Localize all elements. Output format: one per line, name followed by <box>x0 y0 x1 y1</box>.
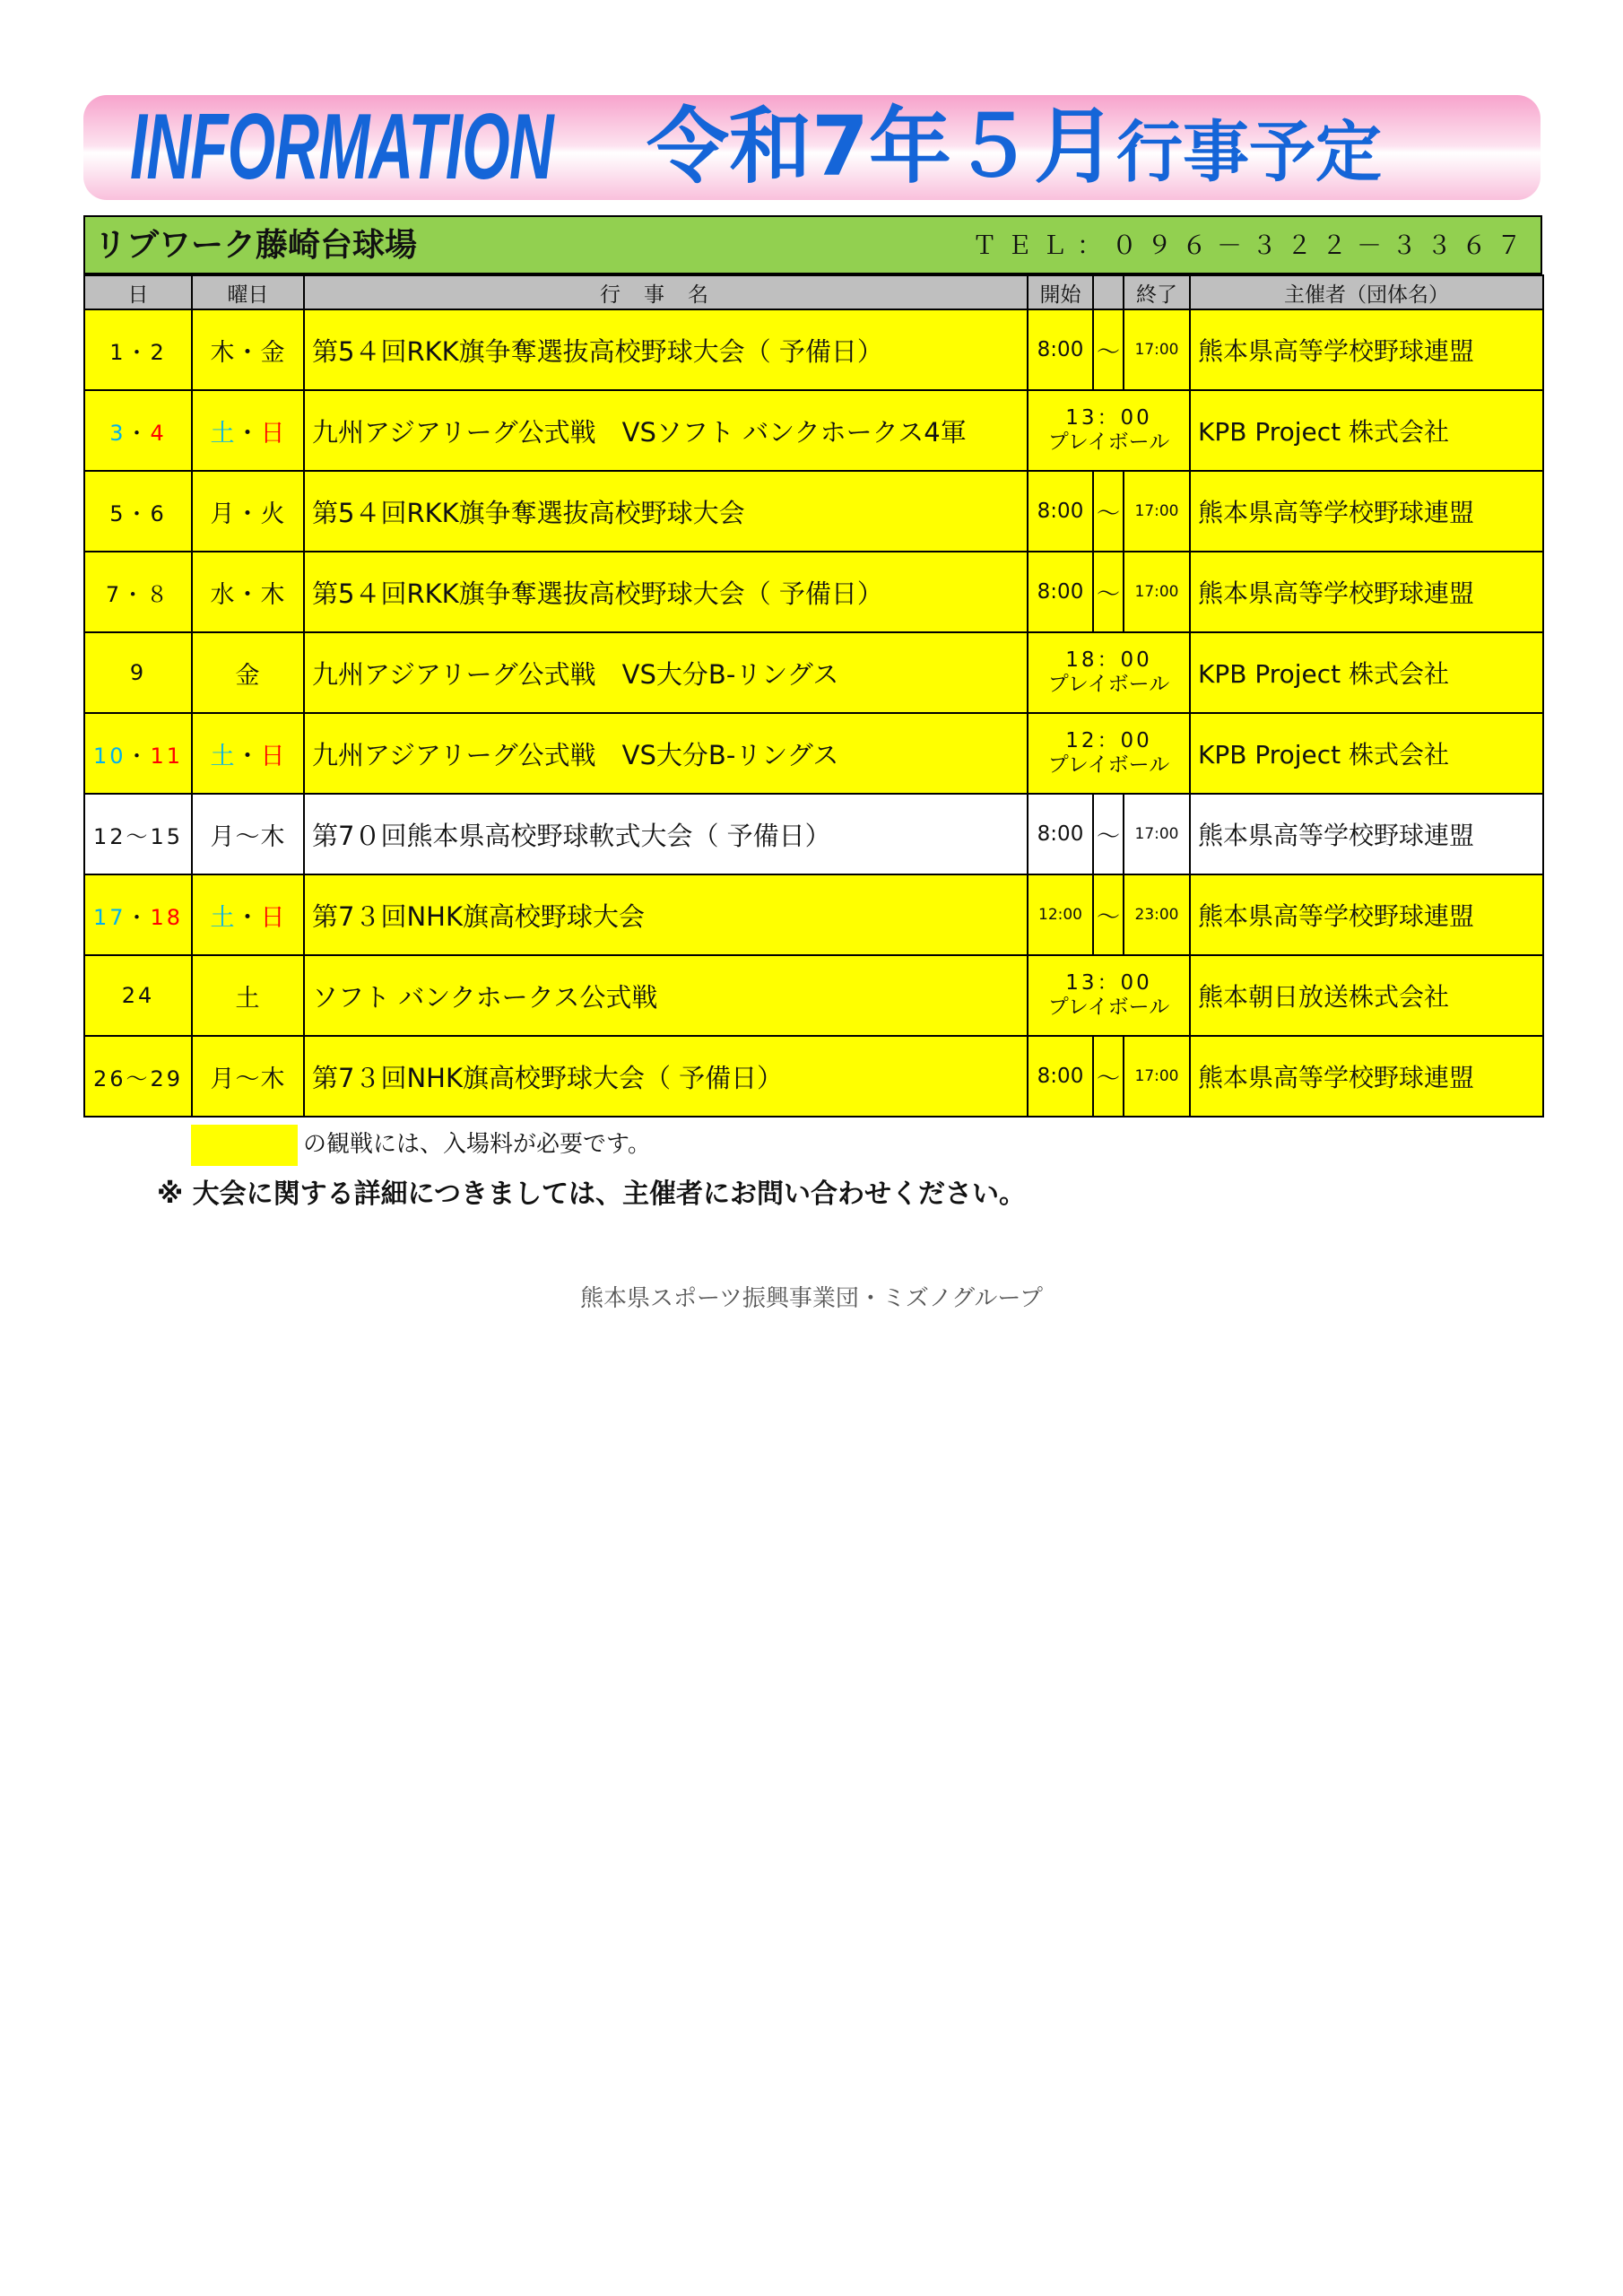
footer-credit: 熊本県スポーツ振興事業団・ミズノグループ <box>579 1285 1044 1312</box>
row-date-start: 24 <box>121 983 155 1008</box>
row-dow <box>192 390 304 471</box>
row-date-end: 4 <box>150 420 167 446</box>
row-organizer: 熊本県高等学校野球連盟 <box>1190 1036 1543 1117</box>
table-row <box>84 1036 1543 1117</box>
row-playball-time: 13：00 <box>1065 971 1152 995</box>
row-dow-sep: ・ <box>235 742 261 770</box>
row-date-start: 5 <box>109 500 126 526</box>
row-end-time: 17:00 <box>1124 471 1190 552</box>
row-organizer: 熊本朝日放送株式会社 <box>1190 955 1543 1036</box>
row-dow <box>192 874 304 955</box>
row-playball-label: プレイボール <box>1047 673 1170 696</box>
row-date <box>84 1036 192 1117</box>
row-dow-start: 木 <box>210 338 236 367</box>
row-date <box>84 955 192 1036</box>
table-row <box>84 390 1543 471</box>
title-banner <box>83 95 1541 200</box>
row-dow-start: 月～木 <box>210 1065 286 1093</box>
row-organizer: KPB Project 株式会社 <box>1190 713 1543 794</box>
row-date-start: 3 <box>109 420 126 446</box>
row-event: 第7０回熊本県高校野球軟式大会（ 予備日） <box>304 794 1028 874</box>
row-event: 九州アジアリーグ公式戦 VS大分B-リングス <box>304 632 1028 713</box>
row-start-time: 8:00 <box>1028 1036 1093 1117</box>
row-date <box>84 713 192 794</box>
row-dow-start: 金 <box>235 661 261 690</box>
venue-tel: ＴＥＬ：０９６－３２２－３３６７ <box>971 230 1532 260</box>
table-row <box>84 713 1543 794</box>
row-date-end: 18 <box>150 904 184 930</box>
row-date-sep: ・ <box>126 743 151 769</box>
row-dow-start: 土 <box>210 419 236 448</box>
row-date-start: 9 <box>129 660 147 685</box>
table-header-row <box>84 275 1543 309</box>
row-start-time: 12:00 <box>1028 874 1093 955</box>
legend-swatch <box>191 1125 298 1166</box>
header-dow: 曜日 <box>192 275 304 309</box>
row-event: 第5４回RKK旗争奪選抜高校野球大会（ 予備日） <box>304 552 1028 632</box>
legend-text: の観戦には、入場料が必要です。 <box>303 1131 651 1158</box>
row-playball-time: 18：00 <box>1065 648 1152 672</box>
row-event: 九州アジアリーグ公式戦 VS大分B-リングス <box>304 713 1028 794</box>
banner-title-jp-month: 令和7年５月 <box>647 99 1117 195</box>
row-dow-start: 月 <box>210 500 236 528</box>
row-playball <box>1028 713 1190 794</box>
row-start-time: 8:00 <box>1028 309 1093 390</box>
row-organizer: 熊本県高等学校野球連盟 <box>1190 309 1543 390</box>
table-row <box>84 471 1543 552</box>
row-event: 九州アジアリーグ公式戦 VSソフト バンクホークス4軍 <box>304 390 1028 471</box>
row-dow <box>192 552 304 632</box>
row-dow-start: 土 <box>210 742 236 770</box>
row-tilde: ～ <box>1093 874 1124 955</box>
row-tilde: ～ <box>1093 794 1124 874</box>
header-date: 日 <box>84 275 192 309</box>
table-row <box>84 309 1543 390</box>
banner-title-jp-events: 行事予定 <box>1116 114 1383 191</box>
row-start-time: 8:00 <box>1028 794 1093 874</box>
header-event: 行事名 <box>304 275 1028 309</box>
row-organizer: KPB Project 株式会社 <box>1190 632 1543 713</box>
row-playball-label: プレイボール <box>1047 996 1170 1019</box>
row-event: 第7３回NHK旗高校野球大会 <box>304 874 1028 955</box>
row-dow-start: 水 <box>210 580 236 609</box>
row-date-sep: ・ <box>122 581 147 607</box>
row-dow <box>192 1036 304 1117</box>
header-start: 開始 <box>1028 275 1093 309</box>
row-date <box>84 794 192 874</box>
row-date <box>84 874 192 955</box>
row-dow <box>192 471 304 552</box>
row-dow-sep: ・ <box>235 419 261 448</box>
row-organizer: KPB Project 株式会社 <box>1190 390 1543 471</box>
banner-title-en: INFORMATION <box>130 95 553 199</box>
row-end-time: 17:00 <box>1124 552 1190 632</box>
header-tilde <box>1093 275 1124 309</box>
row-dow <box>192 309 304 390</box>
row-dow <box>192 955 304 1036</box>
venue-bar <box>83 215 1542 274</box>
row-dow-sep: ・ <box>235 580 261 609</box>
row-date <box>84 632 192 713</box>
table-row <box>84 632 1543 713</box>
row-date <box>84 390 192 471</box>
row-end-time: 17:00 <box>1124 794 1190 874</box>
row-end-time: 23:00 <box>1124 874 1190 955</box>
row-date-sep: ・ <box>126 904 151 930</box>
row-dow-end: 日 <box>260 903 286 932</box>
row-organizer: 熊本県高等学校野球連盟 <box>1190 874 1543 955</box>
row-dow-end: 火 <box>260 500 286 528</box>
header-end: 終了 <box>1124 275 1190 309</box>
row-date <box>84 471 192 552</box>
row-tilde: ～ <box>1093 552 1124 632</box>
row-event: ソフト バンクホークス公式戦 <box>304 955 1028 1036</box>
banner-title-jp <box>647 99 1382 200</box>
row-organizer: 熊本県高等学校野球連盟 <box>1190 471 1543 552</box>
row-date-start: 17 <box>92 904 126 930</box>
row-tilde: ～ <box>1093 471 1124 552</box>
row-date-sep: ・ <box>126 500 151 526</box>
table-row <box>84 794 1543 874</box>
row-tilde: ～ <box>1093 1036 1124 1117</box>
row-dow-sep: ・ <box>235 903 261 932</box>
row-dow-start: 土 <box>210 903 236 932</box>
row-dow-end: 日 <box>260 742 286 770</box>
row-date-end: 2 <box>150 339 167 365</box>
row-dow-start: 月～木 <box>210 822 286 851</box>
row-playball-label: プレイボール <box>1047 430 1170 454</box>
row-dow-start: 土 <box>235 984 261 1013</box>
row-playball <box>1028 390 1190 471</box>
row-organizer: 熊本県高等学校野球連盟 <box>1190 552 1543 632</box>
row-event: 第7３回NHK旗高校野球大会（ 予備日） <box>304 1036 1028 1117</box>
row-playball <box>1028 632 1190 713</box>
row-event: 第5４回RKK旗争奪選抜高校野球大会（ 予備日） <box>304 309 1028 390</box>
row-date-end: 11 <box>150 743 184 769</box>
row-dow <box>192 713 304 794</box>
row-tilde: ～ <box>1093 309 1124 390</box>
row-date <box>84 309 192 390</box>
row-date-sep: ・ <box>126 420 151 446</box>
row-start-time: 8:00 <box>1028 552 1093 632</box>
row-playball <box>1028 955 1190 1036</box>
row-date-start: 7 <box>105 581 123 607</box>
row-date-start: 10 <box>92 743 126 769</box>
row-dow-end: 日 <box>260 419 286 448</box>
row-playball-time: 12：00 <box>1065 729 1152 752</box>
venue-name: リブワーク藤崎台球場 <box>94 227 418 264</box>
row-date-start: 1 <box>109 339 126 365</box>
table-row <box>84 552 1543 632</box>
row-date <box>84 552 192 632</box>
row-dow-sep: ・ <box>235 338 261 367</box>
row-dow <box>192 632 304 713</box>
row-organizer: 熊本県高等学校野球連盟 <box>1190 794 1543 874</box>
row-date-start: 12～15 <box>92 823 184 849</box>
row-dow-end: 金 <box>260 338 286 367</box>
row-playball-label: プレイボール <box>1047 753 1170 777</box>
row-date-end: 6 <box>150 500 167 526</box>
table-row <box>84 955 1543 1036</box>
table-row <box>84 874 1543 955</box>
row-dow <box>192 794 304 874</box>
row-date-sep: ・ <box>126 339 151 365</box>
row-playball-time: 13：00 <box>1065 406 1152 430</box>
schedule-table <box>83 274 1544 1118</box>
row-dow-end: 木 <box>260 580 286 609</box>
row-dow-sep: ・ <box>235 500 261 528</box>
header-organizer: 主催者（団体名） <box>1190 275 1543 309</box>
row-date-end: ８ <box>146 581 171 607</box>
inquiry-note: ※ 大会に関する詳細につきましては、主催者にお問い合わせください。 <box>157 1178 1027 1210</box>
row-event: 第5４回RKK旗争奪選抜高校野球大会 <box>304 471 1028 552</box>
row-start-time: 8:00 <box>1028 471 1093 552</box>
row-end-time: 17:00 <box>1124 309 1190 390</box>
row-date-start: 26～29 <box>92 1065 184 1091</box>
row-end-time: 17:00 <box>1124 1036 1190 1117</box>
